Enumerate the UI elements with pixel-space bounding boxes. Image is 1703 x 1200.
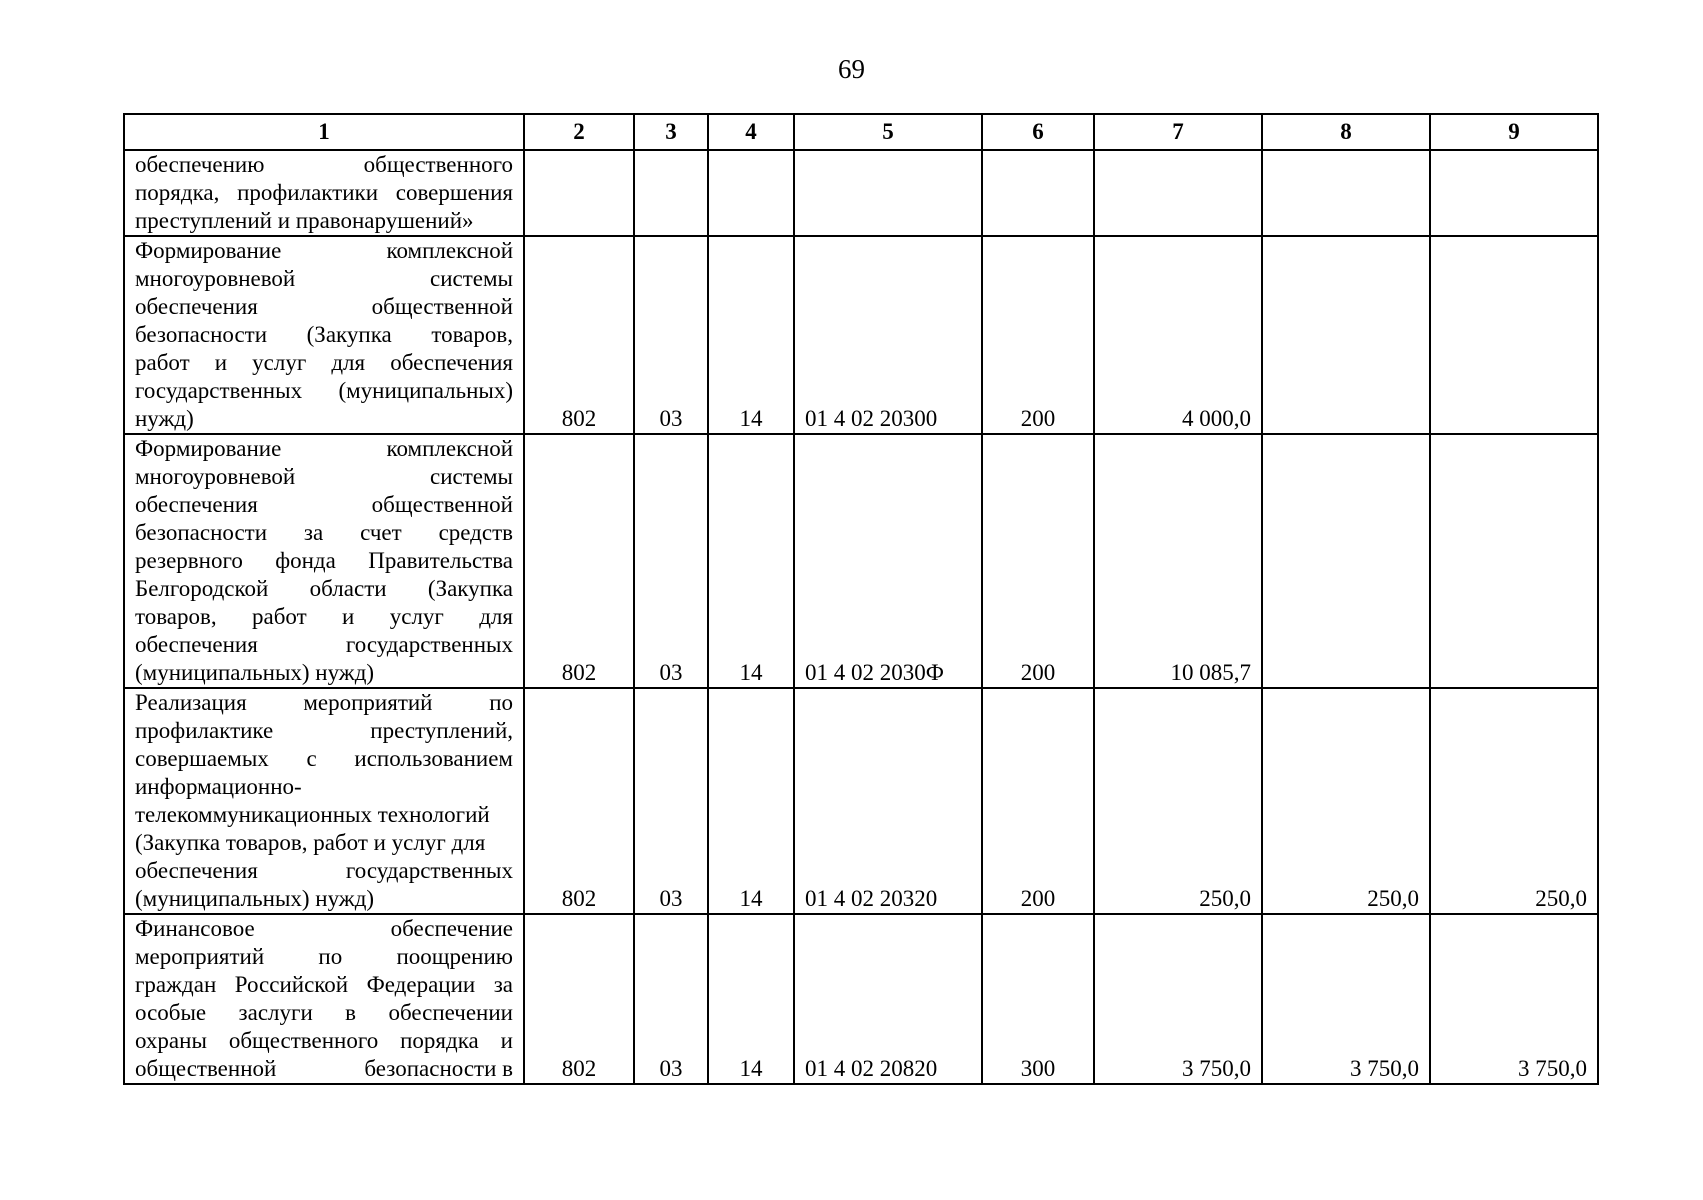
description-line (135, 575, 513, 603)
table-row (124, 150, 1598, 236)
description-word: многоуровневой (135, 464, 296, 489)
description-word: общественного (363, 152, 513, 177)
description-line (135, 179, 513, 207)
description-line (135, 151, 513, 179)
description-word: порядка (400, 1028, 479, 1053)
description-line (135, 293, 513, 321)
description-word: мероприятий (135, 944, 265, 969)
description-line (135, 631, 513, 659)
header-col-6: 6 (982, 114, 1094, 150)
description-word: за (303, 520, 324, 545)
col-7-amount (1094, 150, 1262, 236)
description-word: Федерации (366, 972, 476, 997)
description-line (135, 801, 513, 829)
col-9-amount: 250,0 (1430, 688, 1598, 914)
description-line (135, 999, 513, 1027)
col-7-amount: 250,0 (1094, 688, 1262, 914)
description-word: для (479, 604, 513, 629)
col-6-expense-type (982, 150, 1094, 236)
col-3-section: 03 (634, 688, 708, 914)
col-2-code: 802 (524, 236, 634, 434)
header-col-8: 8 (1262, 114, 1430, 150)
description-word: работ (252, 604, 307, 629)
description-line (135, 1055, 513, 1083)
description-word: Реализация (135, 690, 247, 715)
description-word: государственных (135, 378, 303, 403)
description-word: граждан (135, 972, 217, 997)
description-line (135, 689, 513, 717)
description-line (135, 829, 513, 857)
col-5-target-article: 01 4 02 20820 (794, 914, 982, 1084)
description-word: и (342, 604, 355, 629)
description-word: и (214, 350, 228, 375)
description-word: обеспечения (135, 294, 258, 319)
description-word: комплексной (386, 436, 513, 461)
description-word: государственных (345, 632, 513, 657)
col-8-amount (1262, 434, 1430, 688)
description-word: преступлений, (370, 718, 513, 743)
description-word: профилактики (237, 180, 379, 205)
description-word: общественного (228, 1028, 379, 1053)
col-3-section: 03 (634, 434, 708, 688)
col-5-target-article (794, 150, 982, 236)
header-col-2: 2 (524, 114, 634, 150)
description-word: обеспечения (135, 632, 258, 657)
description-word: государственных (345, 858, 513, 883)
description-word: услуг (252, 350, 307, 375)
description-word: Финансовое (135, 916, 255, 941)
row-description (124, 434, 524, 688)
col-9-amount (1430, 236, 1598, 434)
description-word: обеспечения (390, 350, 513, 375)
description-word: совершаемых (135, 746, 269, 771)
description-word: нужд) (135, 406, 194, 431)
description-word: и (500, 1028, 513, 1053)
description-line (135, 717, 513, 745)
description-word: (муниципальных) нужд) (135, 886, 375, 911)
table-row (124, 688, 1598, 914)
description-line (135, 405, 513, 433)
row-description (124, 150, 524, 236)
description-line (135, 943, 513, 971)
description-word: услуг (389, 604, 444, 629)
description-word: профилактике (135, 718, 274, 743)
col-5-target-article: 01 4 02 20320 (794, 688, 982, 914)
description-word: обеспечения (135, 858, 258, 883)
description-line (135, 265, 513, 293)
description-word: счет (360, 520, 402, 545)
description-word: безопасности (135, 520, 268, 545)
col-4-subsection: 14 (708, 688, 794, 914)
col-8-amount (1262, 150, 1430, 236)
row-description (124, 236, 524, 434)
budget-table (123, 113, 1599, 1085)
description-line (135, 377, 513, 405)
description-word: особые (135, 1000, 207, 1025)
col-4-subsection: 14 (708, 914, 794, 1084)
description-word: поощрению (396, 944, 513, 969)
description-word: фонда (275, 548, 336, 573)
col-7-amount: 10 085,7 (1094, 434, 1262, 688)
description-word: многоуровневой (135, 266, 296, 291)
row-description (124, 688, 524, 914)
description-line (135, 603, 513, 631)
description-line (135, 519, 513, 547)
description-word: области (309, 576, 387, 601)
description-word: Формирование (135, 238, 282, 263)
description-word: (Закупка товаров, работ и услуг для (135, 830, 486, 855)
description-word: Белгородской (135, 576, 269, 601)
col-2-code: 802 (524, 688, 634, 914)
col-9-amount: 3 750,0 (1430, 914, 1598, 1084)
description-line (135, 773, 513, 801)
description-line (135, 491, 513, 519)
col-3-section: 03 (634, 914, 708, 1084)
description-word: в (345, 1000, 357, 1025)
table-header-row (124, 114, 1598, 150)
description-line (135, 435, 513, 463)
description-line (135, 321, 513, 349)
description-line (135, 915, 513, 943)
description-word: по (318, 944, 343, 969)
page-number: 69 (838, 54, 865, 84)
col-5-target-article: 01 4 02 20300 (794, 236, 982, 434)
description-line (135, 1027, 513, 1055)
description-line (135, 745, 513, 773)
description-word: общественной (371, 294, 513, 319)
description-word: безопасности в (364, 1056, 513, 1081)
header-col-3: 3 (634, 114, 708, 150)
col-2-code (524, 150, 634, 236)
col-8-amount (1262, 236, 1430, 434)
description-word: (Закупка (427, 576, 513, 601)
description-word: по (489, 690, 513, 715)
description-word: общественной (371, 492, 513, 517)
description-word: обеспечении (388, 1000, 513, 1025)
description-word: (муниципальных) нужд) (135, 660, 375, 685)
description-word: товаров, (431, 322, 513, 347)
description-line (135, 857, 513, 885)
col-4-subsection: 14 (708, 236, 794, 434)
description-word: преступлений и правонарушений» (135, 208, 474, 233)
row-description (124, 914, 524, 1084)
table-body (124, 150, 1598, 1084)
col-2-code: 802 (524, 434, 634, 688)
description-word: обеспечение (390, 916, 513, 941)
description-line (135, 463, 513, 491)
description-word: с (306, 746, 317, 771)
description-word: (Закупка (306, 322, 392, 347)
description-word: безопасности (135, 322, 268, 347)
col-4-subsection: 14 (708, 434, 794, 688)
description-word: Формирование (135, 436, 282, 461)
description-line (135, 971, 513, 999)
header-col-4: 4 (708, 114, 794, 150)
header-col-5: 5 (794, 114, 982, 150)
description-word: товаров, (135, 604, 217, 629)
description-line (135, 885, 513, 913)
description-line (135, 547, 513, 575)
description-word: системы (430, 464, 513, 489)
description-word: обеспечению (135, 152, 265, 177)
description-word: Правительства (368, 548, 513, 573)
description-word: мероприятий (303, 690, 433, 715)
description-word: Российской (234, 972, 349, 997)
col-7-amount: 3 750,0 (1094, 914, 1262, 1084)
col-6-expense-type: 200 (982, 236, 1094, 434)
header-col-9: 9 (1430, 114, 1598, 150)
description-word: работ (135, 350, 190, 375)
col-9-amount (1430, 150, 1598, 236)
col-6-expense-type: 300 (982, 914, 1094, 1084)
col-7-amount: 4 000,0 (1094, 236, 1262, 434)
table-row (124, 914, 1598, 1084)
header-col-7: 7 (1094, 114, 1262, 150)
col-8-amount: 3 750,0 (1262, 914, 1430, 1084)
header-col-1: 1 (124, 114, 524, 150)
col-3-section (634, 150, 708, 236)
col-4-subsection (708, 150, 794, 236)
description-word: системы (430, 266, 513, 291)
description-word: обеспечения (135, 492, 258, 517)
description-word: резервного (135, 548, 243, 573)
description-line (135, 659, 513, 687)
col-6-expense-type: 200 (982, 434, 1094, 688)
description-word: порядка, (135, 180, 220, 205)
description-line (135, 349, 513, 377)
description-word: (муниципальных) (338, 378, 513, 403)
table-row (124, 434, 1598, 688)
col-8-amount: 250,0 (1262, 688, 1430, 914)
table-row (124, 236, 1598, 434)
col-3-section: 03 (634, 236, 708, 434)
col-9-amount (1430, 434, 1598, 688)
description-word: информационно- (135, 774, 302, 799)
col-6-expense-type: 200 (982, 688, 1094, 914)
description-word: комплексной (386, 238, 513, 263)
col-5-target-article: 01 4 02 2030Ф (794, 434, 982, 688)
description-word: телекоммуникационных технологий (135, 802, 490, 827)
description-word: использованием (354, 746, 513, 771)
description-word: средств (438, 520, 513, 545)
description-line (135, 207, 513, 235)
description-word: общественной (135, 1056, 277, 1081)
description-word: за (493, 972, 513, 997)
description-word: заслуги (238, 1000, 313, 1025)
col-2-code: 802 (524, 914, 634, 1084)
description-word: охраны (135, 1028, 207, 1053)
description-word: совершения (395, 180, 513, 205)
description-line (135, 237, 513, 265)
description-word: для (331, 350, 366, 375)
